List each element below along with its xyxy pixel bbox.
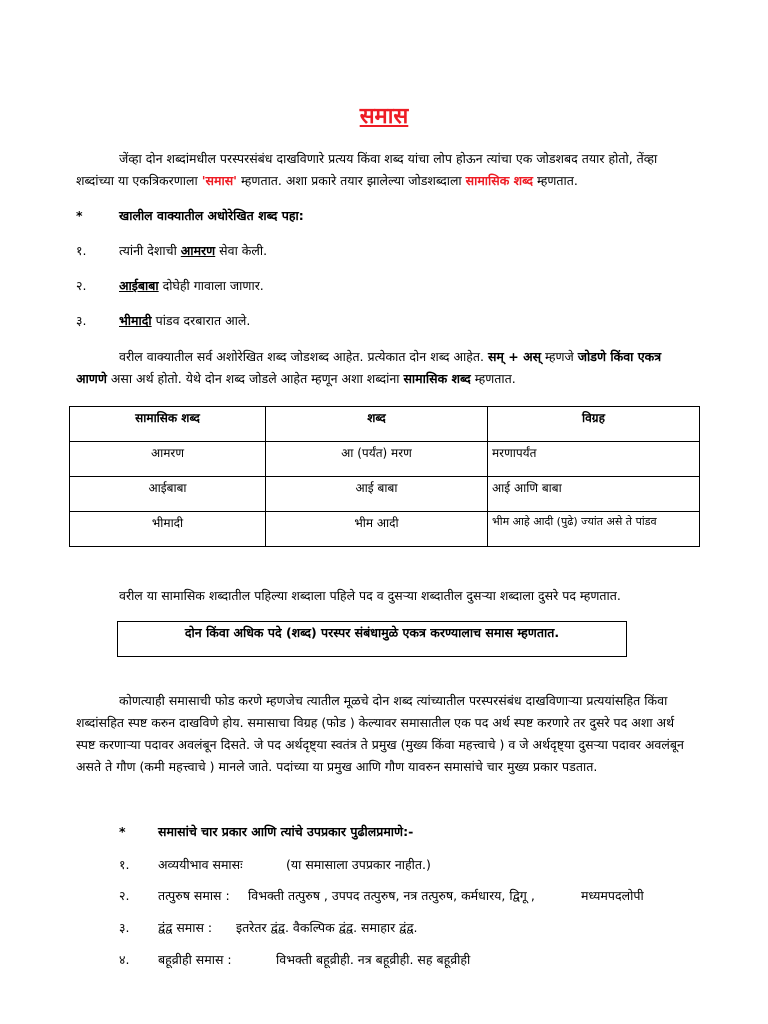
- explain-bold-samasik: सामासिक शब्द: [403, 371, 471, 386]
- type-name: बहूव्रीही समास :: [158, 952, 232, 967]
- explain-text-4: म्हणतात.: [470, 371, 516, 386]
- example-sentence: [119, 241, 267, 261]
- table-cell: मरणापर्यंत: [488, 442, 700, 477]
- intro-text-3: म्हणतात.: [532, 173, 578, 188]
- example-sentence: [119, 276, 264, 296]
- table-cell: आईबाबा: [70, 477, 266, 512]
- table-header-cell: शब्द: [266, 407, 488, 442]
- type-subtypes-extra: मध्यमपदलोपी: [581, 888, 644, 903]
- type-item: [76, 950, 716, 970]
- intro-text-1: जेंव्हा दोन शब्दांमधील परस्परसंबंध दाखविणारे प्रत्यय किंवा शब्द यांचा लोप होऊन त्यांचा एक जोडशबद तयार होतो, तेंव्हा शब्दांच्या या एकत्रिकरणाला: [76, 151, 658, 188]
- example-item: [76, 311, 716, 331]
- table-row: [70, 477, 700, 512]
- page-title: समास: [359, 104, 409, 129]
- explain-bold-meaning: जोडणे किंवा एकत्र आणणे: [76, 349, 662, 386]
- table-cell: आमरण: [70, 442, 266, 477]
- example-number: १.: [76, 243, 87, 258]
- table-cell: भीम आदी: [266, 512, 488, 547]
- type-name: द्वंद्व समास :: [158, 920, 213, 935]
- example-pre: त्यांनी देशाची: [119, 243, 181, 258]
- after-table-paragraph: वरील या सामासिक शब्दातील पहिल्या शब्दाला पहिले पद व दुसऱ्या शब्दातील दुसऱ्या शब्दाला दुसरे पद म्हणतात.: [119, 588, 621, 603]
- type-subtypes: विभक्ती बहूव्रीही. नत्र बहूव्रीही. सह बहूव्रीही: [276, 952, 471, 967]
- example-underlined-word: आमरण: [180, 243, 216, 258]
- definition-box: दोन किंवा अधिक पदे (शब्द) परस्पर संबंधामुळे एकत्र करण्यालाच समास म्हणतात.: [117, 621, 627, 657]
- heading-text: समासांचे चार प्रकार आणि त्यांचे उपप्रकार पुढीलप्रमाणे:-: [158, 824, 414, 839]
- intro-text-2: म्हणतात. अशा प्रकारे तयार झालेल्या जोडशब्दाला: [237, 173, 466, 188]
- type-number: १.: [119, 857, 130, 872]
- table-header-cell: विग्रह: [488, 407, 700, 442]
- type-item: [76, 886, 716, 906]
- type-number: २.: [119, 888, 130, 903]
- explanation-paragraph: [76, 346, 696, 390]
- samas-table: [69, 406, 700, 547]
- example-underlined-word: भीमादी: [119, 313, 152, 328]
- explain-text-3: असा अर्थ होतो. येथे दोन शब्द जोडले आहेत म्हणून अशा शब्दांना: [106, 371, 404, 386]
- example-number: २.: [76, 278, 87, 293]
- type-item: [76, 918, 716, 938]
- table-row: [70, 442, 700, 477]
- heading-examples: [76, 206, 716, 226]
- table-cell: आ (पर्यंत) मरण: [266, 442, 488, 477]
- type-subtypes: विभक्ती तत्पुरुष , उपपद तत्पुरुष, नत्र तत्पुरुष, कर्मधारय, द्विगू ,: [248, 888, 535, 903]
- example-post: दोघेही गावाला जाणार.: [158, 278, 264, 293]
- intro-term-samasik: सामासिक शब्द: [465, 173, 533, 188]
- heading-bullet: *: [76, 208, 83, 223]
- table-cell: भीम आहे आदी (पुढे) ज्यांत असे ते पांडव: [488, 512, 700, 547]
- example-post: सेवा केली.: [215, 243, 268, 258]
- explain-bold-sam-as: सम् + अस्: [487, 349, 542, 364]
- table-row: [70, 512, 700, 547]
- table-header-cell: सामासिक शब्द: [70, 407, 266, 442]
- type-item: [76, 855, 716, 875]
- heading-types: [76, 822, 716, 842]
- type-subtypes: (या समासाला उपप्रकार नाहीत.): [286, 857, 431, 872]
- table-cell: आई बाबा: [266, 477, 488, 512]
- example-item: [76, 276, 716, 296]
- heading-bullet: *: [119, 824, 126, 839]
- type-number: ४.: [119, 952, 130, 967]
- heading-text: खालील वाक्यातील अधोरेखित शब्द पहा:: [119, 208, 304, 223]
- table-cell: भीमादी: [70, 512, 266, 547]
- example-item: [76, 241, 716, 261]
- type-subtypes: इतरेतर द्वंद्व. वैकल्पिक द्वंद्व. समाहार द्वंद्व.: [236, 920, 418, 935]
- type-number: ३.: [119, 920, 130, 935]
- type-name: अव्ययीभाव समासः: [158, 857, 243, 872]
- example-number: ३.: [76, 313, 87, 328]
- table-header-row: [70, 407, 700, 442]
- type-name: तत्पुरुष समास :: [158, 888, 230, 903]
- explain-text-2: म्हणजे: [541, 349, 578, 364]
- table-cell: आई आणि बाबा: [488, 477, 700, 512]
- example-sentence: [119, 311, 250, 331]
- example-underlined-word: आईबाबा: [119, 278, 159, 293]
- intro-paragraph: [76, 148, 696, 192]
- long-paragraph: कोणत्याही समासाची फोड करणे म्हणजेच त्यातील मूळचे दोन शब्द त्यांच्यातील परस्परसंबंध दाखविणाऱ्या प्रत्ययांसहित किंवा शब्दांसहित स्पष्ट करुन दाखविणे होय. समासाचा विग्रह (फोड ) केल्यावर समासातील एक पद अर्थ स्पष्ट करणारे तर दुसरे पद अशा अर्थ स्पष्ट करणाऱ्या पदावर अवलंबून दिसते. जे पद अर्थदृष्ट्या स्वतंत्र ते प्रमुख (मुख्य किंवा महत्त्वाचे ) व जे अर्थदृष्ट्या दुसऱ्या पदावर अवलंबून असते ते गौण (कमी महत्त्वाचे ) मानले जाते. पदांच्या या प्रमुख आणि गौण यावरुन समासांचे चार मुख्य प्रकार पडतात.: [76, 693, 684, 774]
- intro-term-samas: 'समास': [201, 173, 238, 188]
- explain-text-1: वरील वाक्यातील सर्व अशोरेखित शब्द जोडशब्द आहेत. प्रत्येकात दोन शब्द आहेत.: [119, 349, 488, 364]
- example-post: पांडव दरबारात आले.: [151, 313, 251, 328]
